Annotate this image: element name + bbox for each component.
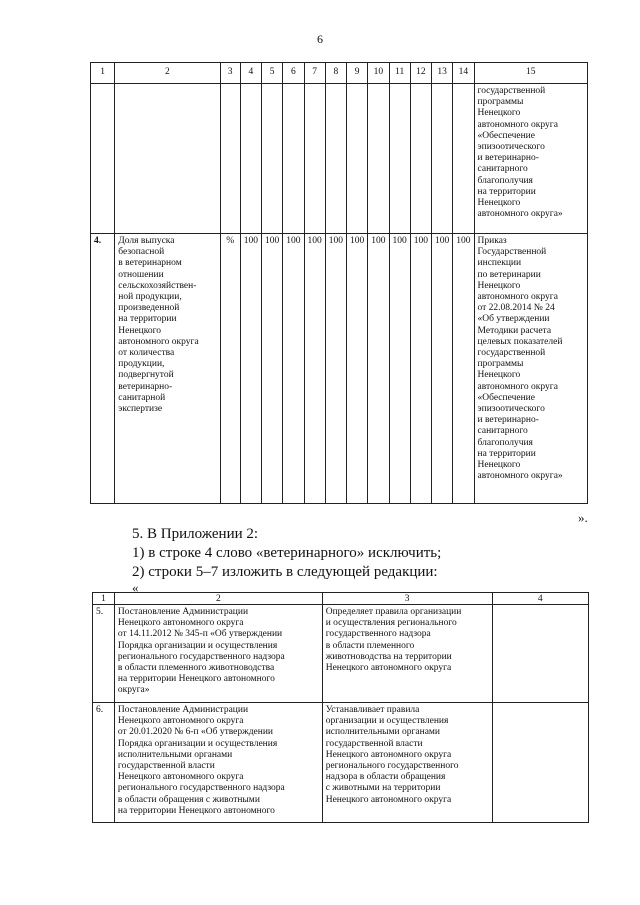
header-cell: 3 [322,593,492,605]
header-cell: 7 [304,63,325,84]
row-number: 6. [93,703,115,823]
appendix-2-table [92,592,589,823]
header-cell: 1 [91,63,115,84]
cell-description: Устанавливает правила организации и осуществления исполнительными органами государственной власти Ненецкого автономного округа регионального государственного надзора в области обращения с животными на территории Ненецкого автономного округа [322,703,492,823]
header-cell: 10 [368,63,389,84]
header-cell: 14 [453,63,474,84]
table-row-5 [93,605,589,703]
cell-value: 100 [283,234,304,504]
table-header-row [93,593,589,605]
header-cell: 11 [389,63,410,84]
indicators-table [90,62,588,504]
header-cell: 3 [220,63,240,84]
page-number: 6 [317,32,323,46]
cell-value: 100 [453,234,474,504]
cell-empty [492,605,588,703]
cell-value: 100 [347,234,368,504]
header-cell: 2 [115,63,220,84]
amendment-item-5: 5. В Приложении 2: [132,526,259,542]
table-row-4 [91,234,588,504]
cell-value: 100 [304,234,325,504]
cell-value: 100 [262,234,283,504]
table-header-row [91,63,588,84]
header-cell: 13 [432,63,453,84]
cell-value: 100 [368,234,389,504]
header-cell: 4 [240,63,261,84]
header-cell: 15 [474,63,587,84]
row-number: 4. [91,234,115,504]
header-cell: 8 [325,63,346,84]
header-cell: 5 [262,63,283,84]
opening-quote: « [132,580,139,595]
closing-quote: ». [578,510,588,525]
cell-empty [492,703,588,823]
header-cell: 1 [93,593,115,605]
cell-value: 100 [432,234,453,504]
table-row-6 [93,703,589,823]
cell-unit: % [220,234,240,504]
header-cell: 12 [410,63,431,84]
header-cell: 6 [283,63,304,84]
table-row-continued [91,84,588,234]
cell-document: Постановление Администрации Ненецкого автономного округа от 14.11.2012 № 345-п «Об утверждении Порядка организации и осуществления регионального государственного надзора в области племенного животноводства на территории Ненецкого автономного округа» [114,605,322,703]
cell-basis: Приказ Государственной инспекции по ветеринарии Ненецкого автономного округа от 22.08.2014 № 24 «Об утверждении Методики расчета целевых показателей государственной программы Ненецкого автономного округа «Обеспечение эпизоотического и ветеринарно- санитарного благополучия на территории Ненецкого автономного округа» [474,234,587,504]
cell-indicator-name: Доля выпуска безопасной в ветеринарном отношении сельскохозяйствен- ной продукции, произведенной на территории Ненецкого автономного округа от количества продукции, подвергнутой ветеринарно- санитарной экспертизе [115,234,220,504]
cell-value: 100 [410,234,431,504]
cell-basis-continued: государственной программы Ненецкого автономного округа «Обеспечение эпизоотического и ветеринарно- санитарного благополучия на территории Ненецкого автономного округа» [474,84,587,234]
row-number: 5. [93,605,115,703]
header-cell: 4 [492,593,588,605]
cell-value: 100 [240,234,261,504]
amendment-subitem-1: 1) в строке 4 слово «ветеринарного» исключить; [132,545,442,561]
cell-value: 100 [389,234,410,504]
header-cell: 9 [347,63,368,84]
cell-document: Постановление Администрации Ненецкого автономного округа от 20.01.2020 № 6-п «Об утверждении Порядка организации и осуществления исполнительными органами государственной власти Ненецкого автономного округа регионального государственного надзора в области обращения с животными на территории Ненецкого автономного [114,703,322,823]
amendment-subitem-2: 2) строки 5–7 изложить в следующей редакции: [132,564,438,580]
cell-value: 100 [325,234,346,504]
header-cell: 2 [114,593,322,605]
cell-description: Определяет правила организации и осуществления регионального государственного надзора в области племенного животноводства на территории Ненецкого автономного округа [322,605,492,703]
